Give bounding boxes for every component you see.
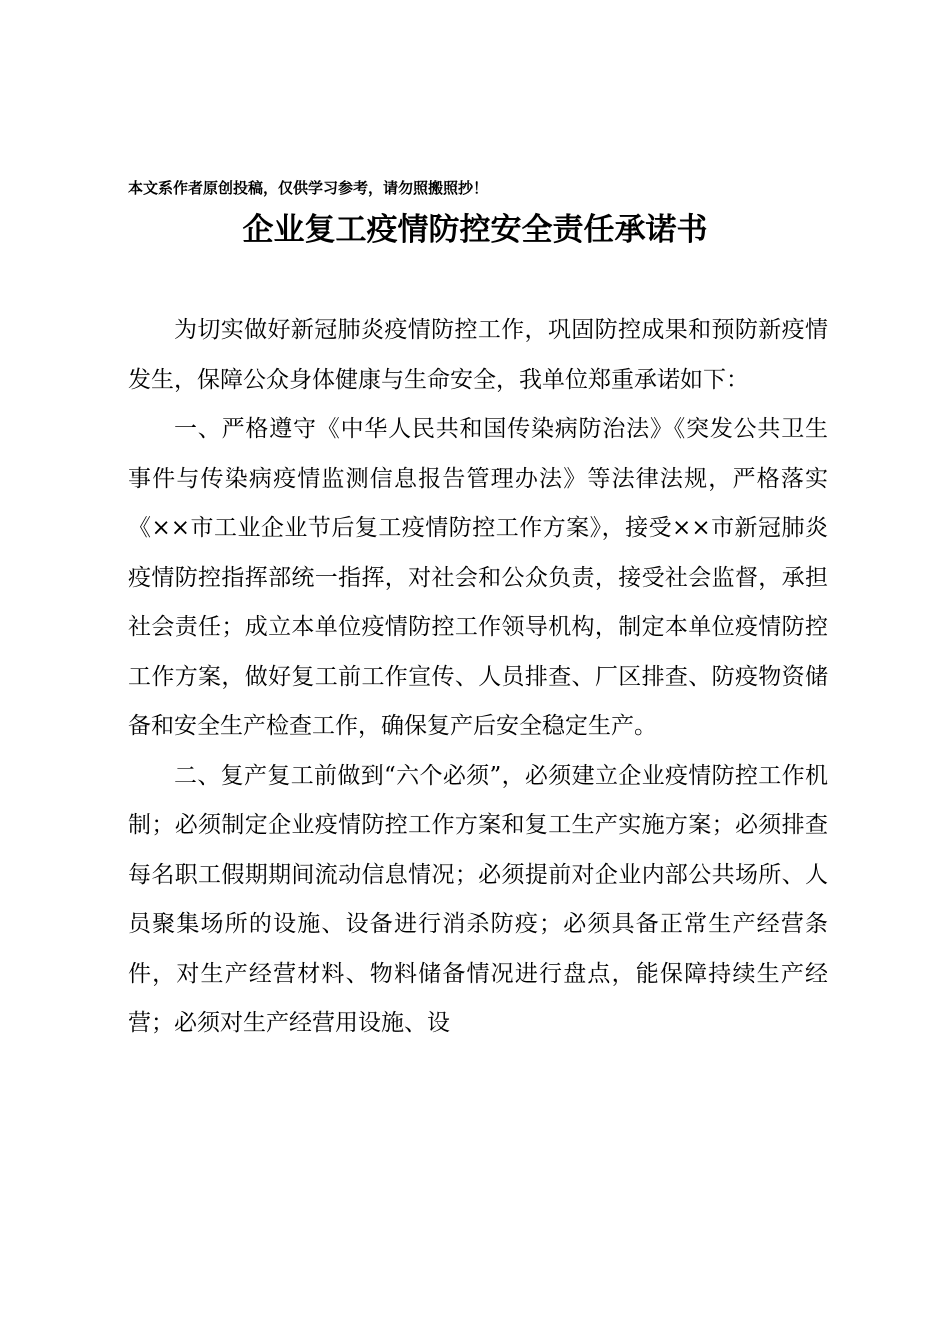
- document-title: 企业复工疫情防控安全责任承诺书: [242, 212, 708, 248]
- paragraph-intro: 为切实做好新冠肺炎疫情防控工作，巩固防控成果和预防新疫情发生，保障公众身体健康与生命安全，我单位郑重承诺如下：: [128, 317, 828, 393]
- paragraph-item-2: 二、复产复工前做到“六个必须”，必须建立企业疫情防控工作机制；必须制定企业疫情防控工作方案和复工生产实施方案；必须排查每名职工假期期间流动信息情况；必须提前对企业内部公共场所、人员聚集场所的设施、设备进行消杀防疫；必须具备正常生产经营条件，对生产经营材料、物料储备情况进行盘点，能保障持续生产经营；必须对生产经营用设施、设: [128, 762, 828, 1036]
- document-body: [128, 306, 828, 1049]
- paragraph-item-1: 一、严格遵守《中华人民共和国传染病防治法》《突发公共卫生事件与传染病疫情监测信息报告管理办法》等法律法规，严格落实《××市工业企业节后复工疫情防控工作方案》，接受××市新冠肺炎疫情防控指挥部统一指挥，对社会和公众负责，接受社会监督，承担社会责任；成立本单位疫情防控工作领导机构，制定本单位疫情防控工作方案，做好复工前工作宣传、人员排查、厂区排查、防疫物资储备和安全生产检查工作，确保复产后安全稳定生产。: [128, 416, 828, 739]
- copyright-notice: 本文系作者原创投稿，仅供学习参考，请勿照搬照抄！: [128, 179, 489, 197]
